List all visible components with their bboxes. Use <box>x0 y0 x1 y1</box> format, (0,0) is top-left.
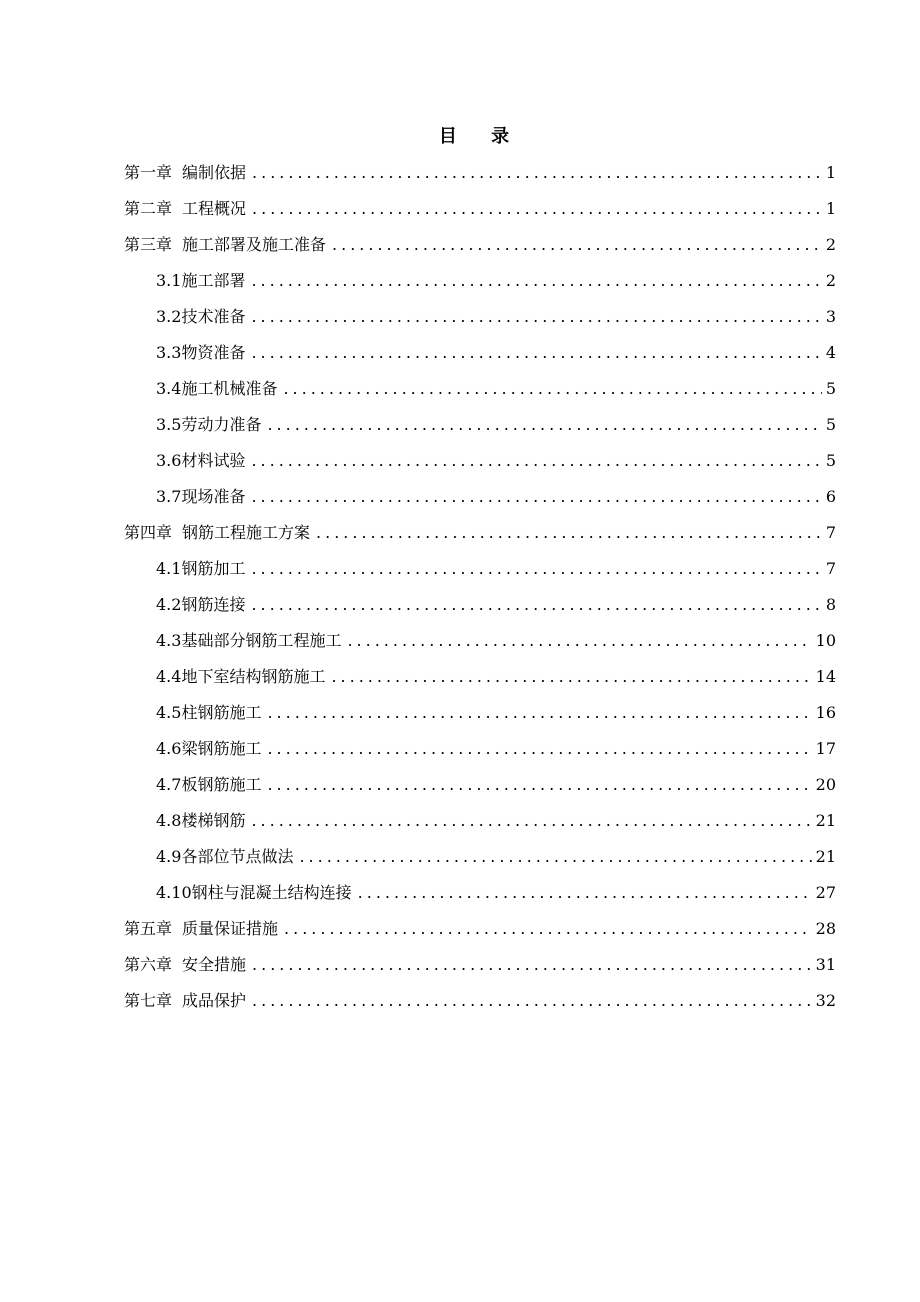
toc-chapter-number: 第六章 <box>124 955 173 974</box>
toc-entry-label <box>156 767 261 803</box>
toc-page-number: 6 <box>825 487 836 506</box>
table-of-contents <box>124 155 836 1019</box>
toc-dot-leader <box>267 695 811 731</box>
toc-entry[interactable] <box>124 587 836 623</box>
toc-page-number: 2 <box>825 271 836 290</box>
toc-entry[interactable] <box>124 983 836 1019</box>
toc-entry-text: 施工部署及施工准备 <box>182 235 327 254</box>
toc-entry-label <box>124 947 246 983</box>
toc-entry-text: 4.6梁钢筋施工 <box>156 739 262 758</box>
toc-dot-leader <box>252 947 812 983</box>
toc-dot-leader <box>251 803 811 839</box>
toc-entry-label <box>156 371 277 407</box>
toc-entry-text: 3.3物资准备 <box>156 343 246 362</box>
toc-page-number: 28 <box>815 919 836 938</box>
toc-entry-text: 4.2钢筋连接 <box>156 595 246 614</box>
toc-page-number: 1 <box>825 199 836 218</box>
toc-page-number: 7 <box>825 523 836 542</box>
toc-dot-leader <box>251 443 821 479</box>
toc-entry-text: 质量保证措施 <box>182 919 279 938</box>
toc-entry[interactable] <box>124 551 836 587</box>
toc-entry[interactable] <box>124 875 836 911</box>
toc-page-number: 5 <box>825 415 836 434</box>
toc-entry-label <box>124 911 278 947</box>
toc-entry[interactable] <box>124 767 836 803</box>
toc-dot-leader <box>251 587 821 623</box>
toc-entry-text: 4.9各部位节点做法 <box>156 847 294 866</box>
toc-entry-label <box>124 191 246 227</box>
toc-entry-label <box>156 659 325 695</box>
toc-page-number: 3 <box>825 307 836 326</box>
toc-entry-text: 3.1施工部署 <box>156 271 246 290</box>
toc-entry-label <box>156 299 245 335</box>
toc-entry-label <box>156 479 245 515</box>
toc-entry[interactable] <box>124 299 836 335</box>
toc-page-number: 21 <box>815 847 836 866</box>
toc-entry-text: 钢筋工程施工方案 <box>182 523 311 542</box>
toc-title: 目 录 <box>438 126 524 147</box>
toc-page-number: 5 <box>825 379 836 398</box>
toc-entry-label <box>156 587 245 623</box>
toc-entry[interactable] <box>124 407 836 443</box>
toc-dot-leader <box>251 551 821 587</box>
toc-entry[interactable] <box>124 659 836 695</box>
toc-entry[interactable] <box>124 803 836 839</box>
toc-entry[interactable] <box>124 371 836 407</box>
toc-entry-label <box>156 875 352 911</box>
toc-page-number: 31 <box>815 955 836 974</box>
toc-entry-label <box>124 515 310 551</box>
toc-entry-text: 4.5柱钢筋施工 <box>156 703 262 722</box>
toc-dot-leader <box>252 155 822 191</box>
toc-dot-leader <box>251 299 821 335</box>
toc-dot-leader <box>267 731 811 767</box>
toc-dot-leader <box>316 515 822 551</box>
toc-dot-leader <box>331 659 811 695</box>
toc-entry[interactable] <box>124 911 836 947</box>
toc-entry[interactable] <box>124 263 836 299</box>
toc-dot-leader <box>347 623 811 659</box>
toc-dot-leader <box>267 407 821 443</box>
toc-page-number: 20 <box>815 775 836 794</box>
toc-dot-leader <box>283 371 821 407</box>
toc-page-number: 32 <box>815 991 836 1010</box>
toc-chapter-number: 第一章 <box>124 163 173 182</box>
toc-entry[interactable] <box>124 227 836 263</box>
toc-page-number: 14 <box>815 667 836 686</box>
toc-dot-leader <box>251 263 821 299</box>
toc-entry[interactable] <box>124 155 836 191</box>
toc-entry[interactable] <box>124 335 836 371</box>
toc-entry-text: 4.8楼梯钢筋 <box>156 811 246 830</box>
toc-page-number: 21 <box>815 811 836 830</box>
toc-entry-text: 编制依据 <box>182 163 247 182</box>
toc-dot-leader <box>358 875 812 911</box>
toc-entry-text: 4.10钢柱与混凝土结构连接 <box>156 883 352 902</box>
toc-page-number: 8 <box>825 595 836 614</box>
toc-entry-label <box>156 263 245 299</box>
toc-entry-label <box>156 623 341 659</box>
toc-page-number: 4 <box>825 343 836 362</box>
toc-page-number: 7 <box>825 559 836 578</box>
toc-entry-label <box>156 695 261 731</box>
toc-entry[interactable] <box>124 515 836 551</box>
toc-dot-leader <box>251 335 821 371</box>
toc-dot-leader <box>252 983 812 1019</box>
toc-entry-label <box>156 839 293 875</box>
toc-entry[interactable] <box>124 731 836 767</box>
toc-dot-leader <box>299 839 811 875</box>
toc-entry-text: 3.5劳动力准备 <box>156 415 262 434</box>
toc-entry-label <box>156 803 245 839</box>
toc-page-number: 5 <box>825 451 836 470</box>
toc-entry[interactable] <box>124 479 836 515</box>
toc-entry-label <box>156 407 261 443</box>
toc-entry[interactable] <box>124 839 836 875</box>
toc-entry-text: 4.1钢筋加工 <box>156 559 246 578</box>
toc-entry-text: 成品保护 <box>182 991 247 1010</box>
toc-entry-text: 3.2技术准备 <box>156 307 246 326</box>
toc-chapter-number: 第七章 <box>124 991 173 1010</box>
toc-page-number: 1 <box>825 163 836 182</box>
toc-entry-label <box>156 443 245 479</box>
toc-page-number: 17 <box>815 739 836 758</box>
toc-entry[interactable] <box>124 623 836 659</box>
toc-entry[interactable] <box>124 191 836 227</box>
toc-chapter-number: 第三章 <box>124 235 173 254</box>
toc-entry-label <box>156 335 245 371</box>
toc-entry-text: 工程概况 <box>182 199 247 218</box>
toc-page-number: 10 <box>815 631 836 650</box>
toc-entry[interactable] <box>124 947 836 983</box>
toc-entry-label <box>124 227 326 263</box>
toc-dot-leader <box>251 479 821 515</box>
toc-dot-leader <box>267 767 811 803</box>
toc-entry-text: 安全措施 <box>182 955 247 974</box>
toc-dot-leader <box>284 911 812 947</box>
toc-page-number: 16 <box>815 703 836 722</box>
toc-entry-label <box>124 155 246 191</box>
toc-entry-label <box>156 731 261 767</box>
toc-page-number: 27 <box>815 883 836 902</box>
toc-entry-label <box>124 983 246 1019</box>
toc-chapter-number: 第二章 <box>124 199 173 218</box>
toc-chapter-number: 第四章 <box>124 523 173 542</box>
toc-dot-leader <box>332 227 822 263</box>
toc-entry[interactable] <box>124 695 836 731</box>
toc-entry-text: 4.4地下室结构钢筋施工 <box>156 667 326 686</box>
toc-entry-text: 3.4施工机械准备 <box>156 379 278 398</box>
toc-entry-text: 3.7现场准备 <box>156 487 246 506</box>
toc-entry[interactable] <box>124 443 836 479</box>
toc-entry-text: 4.3基础部分钢筋工程施工 <box>156 631 342 650</box>
toc-page-number: 2 <box>825 235 836 254</box>
toc-entry-label <box>156 551 245 587</box>
toc-dot-leader <box>252 191 822 227</box>
toc-entry-text: 3.6材料试验 <box>156 451 246 470</box>
toc-entry-text: 4.7板钢筋施工 <box>156 775 262 794</box>
toc-chapter-number: 第五章 <box>124 919 173 938</box>
